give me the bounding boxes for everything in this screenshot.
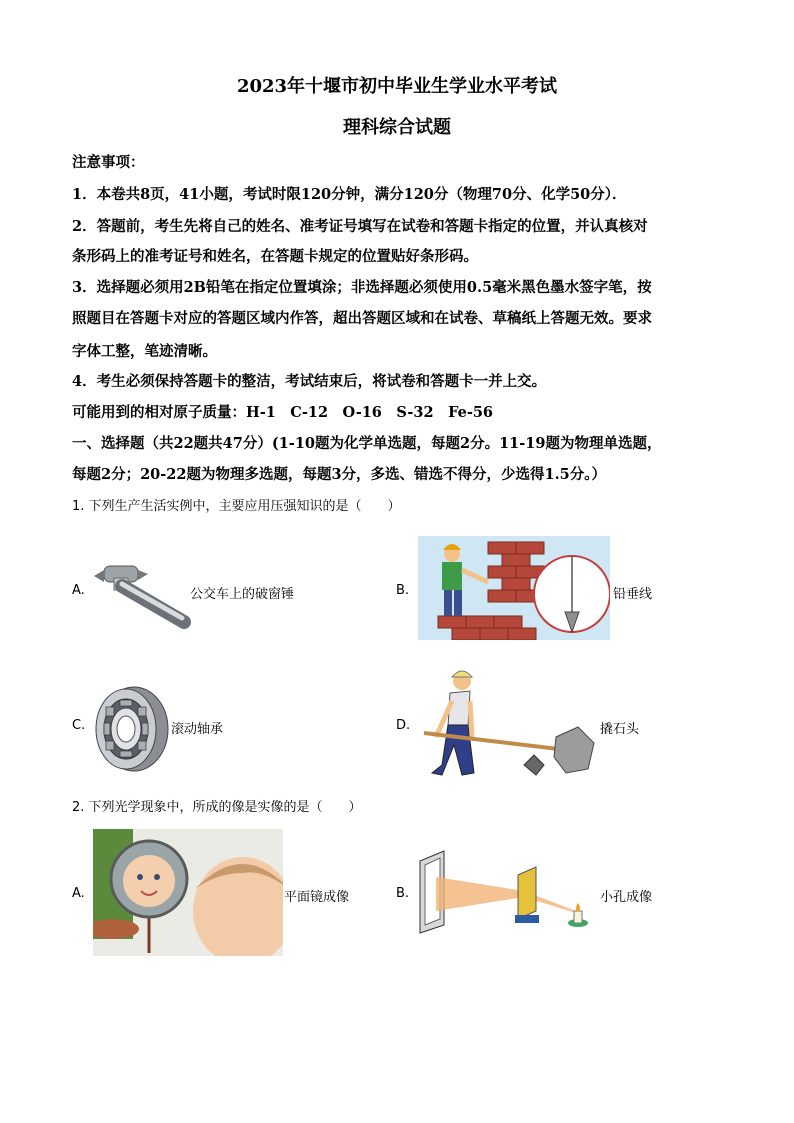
notes-item-2-line1: 2．答题前，考生先将自己的姓名、准考证号填写在试卷和答题卡指定的位置，并认真核对 <box>72 218 648 235</box>
q2-option-b-text: 小孔成像 <box>600 890 653 905</box>
page-title: 2023年十堰市初中毕业生学业水平考试 <box>236 76 558 97</box>
notes-item-1: 1．本卷共8页，41小题，考试时限120分钟，满分120分（物理70分、化学50分）． <box>72 186 627 203</box>
q1-option-b-letter: B. <box>396 583 410 598</box>
q2-option-a-letter: A. <box>72 886 85 901</box>
q1-option-c-text: 滚动轴承 <box>171 722 224 737</box>
section1-line2: 每题2分；20-22题为物理多选题，每题3分，多选、错选不得分，少选得1.5分。） <box>72 466 607 483</box>
notes-item-3-line3: 字体工整，笔迹清晰。 <box>72 343 217 360</box>
q2-option-a-text: 平面镜成像 <box>284 890 350 905</box>
section1-line1: 一、选择题（共22题共47分）(1-10题为化学单选题，每题2分。11-19题为物理单选题， <box>72 435 662 452</box>
q1-option-d-letter: D. <box>396 718 411 733</box>
question-1-stem: 1. 下列生产生活实例中，主要应用压强知识的是（ ） <box>72 499 401 514</box>
mirror-baby-image <box>93 829 283 956</box>
notes-item-4: 4．考生必须保持答题卡的整洁，考试结束后，将试卷和答题卡一并上交。 <box>72 373 547 390</box>
page-subtitle: 理科综合试题 <box>343 117 451 138</box>
q1-option-b-text: 铅垂线 <box>613 587 653 602</box>
pinhole-imaging-image <box>416 849 594 935</box>
q1-option-c-letter: C. <box>72 718 86 733</box>
q2-option-b-letter: B. <box>396 886 410 901</box>
ball-bearing-image <box>90 683 170 775</box>
notes-heading: 注意事项： <box>72 154 145 171</box>
q1-option-a-text: 公交车上的破窗锤 <box>190 587 295 602</box>
plumb-line-image <box>418 536 610 640</box>
q1-option-a-letter: A. <box>72 583 85 598</box>
notes-item-3-line2: 照题目在答题卡对应的答题区域内作答，超出答题区域和在试卷、草稿纸上答题无效。要求 <box>72 310 652 327</box>
notes-item-3-line1: 3．选择题必须用2B铅笔在指定位置填涂；非选择题必须使用0.5毫米黑色墨水签字笔，按 <box>72 279 652 296</box>
notes-item-2-line2: 条形码上的准考证号和姓名，在答题卡规定的位置贴好条形码。 <box>72 248 478 265</box>
emergency-hammer-image <box>92 556 192 632</box>
atomic-mass-line: 可能用到的相对原子质量：H-1 C-12 O-16 S-32 Fe-56 <box>72 404 494 421</box>
question-2-stem: 2. 下列光学现象中，所成的像是实像的是（ ） <box>72 800 362 815</box>
lever-rock-image <box>416 665 600 781</box>
q1-option-d-text: 撬石头 <box>600 722 640 737</box>
